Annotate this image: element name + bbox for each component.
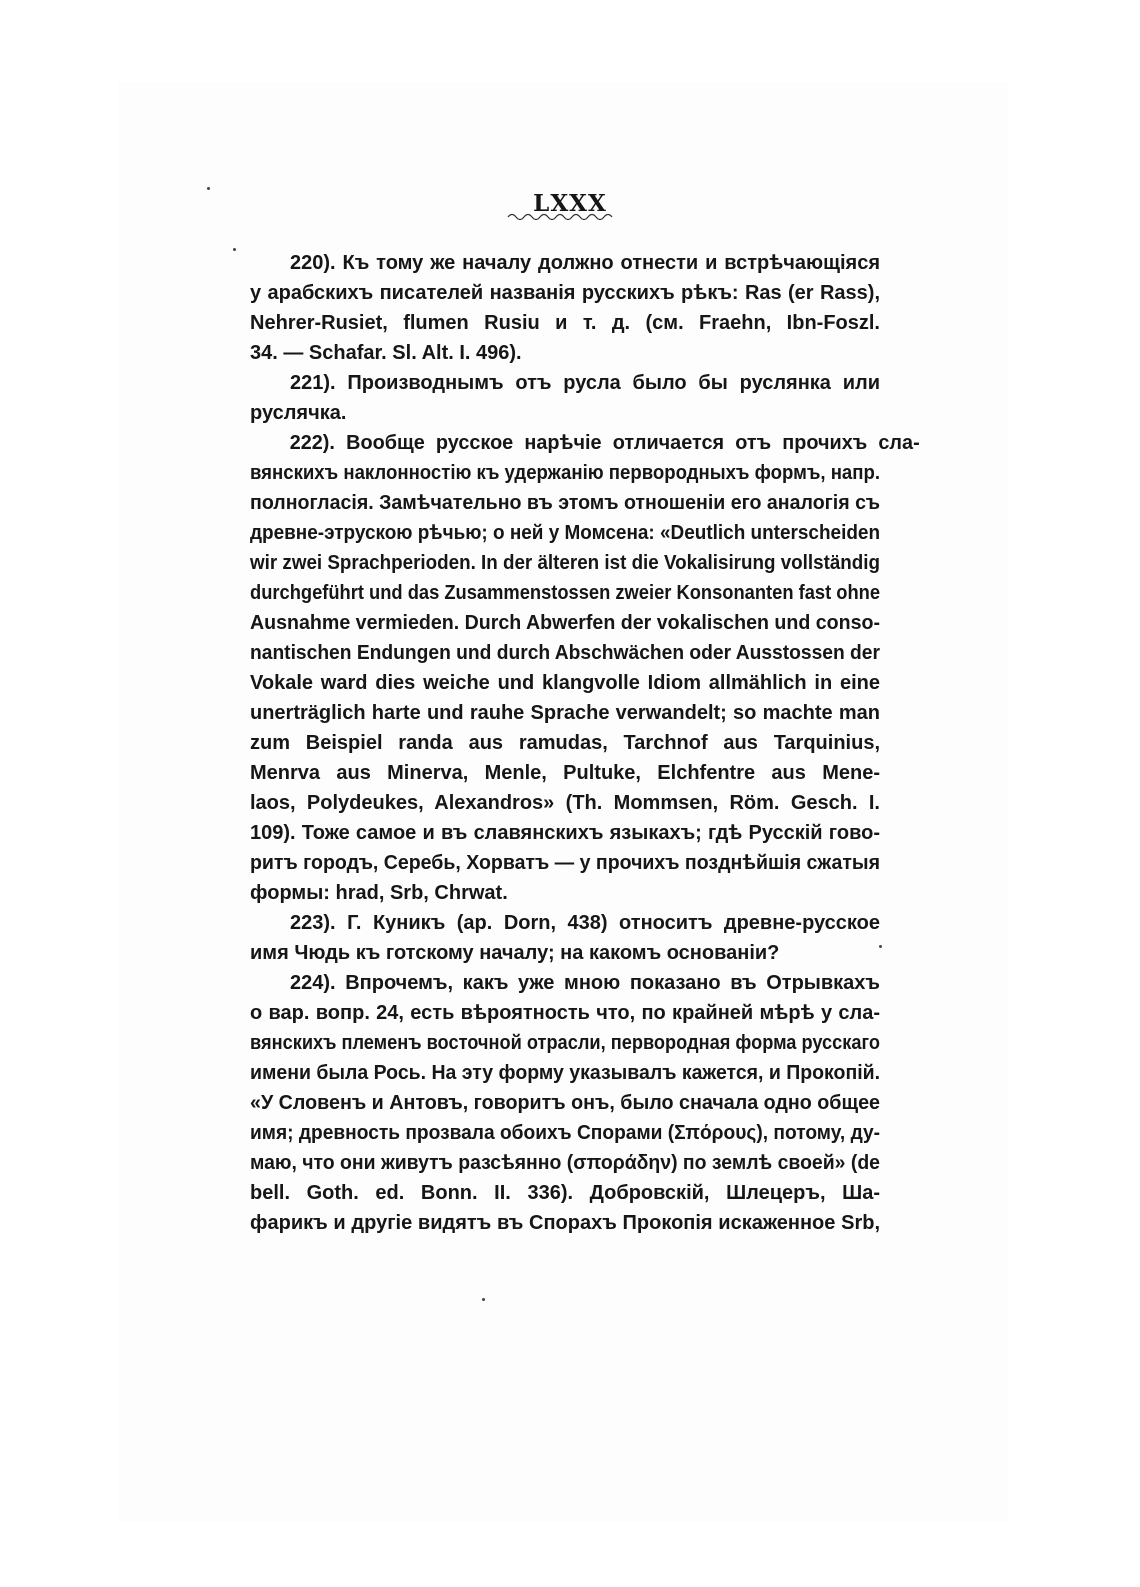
text-line: 222). Вообще русское нарѣчіе отличается отъ прочихъ сла-	[289, 432, 920, 454]
text-line: имя; древность прозвала обоихъ Спорами (Σπόρους), потому, ду-	[250, 1122, 881, 1144]
text-line: laos, Polydeukes, Alexandros» (Th. Mommsen, Röm. Gesch. I.	[250, 792, 880, 814]
text-line: zum Beispiel randa aus ramudas, Tarchnof aus Tarquinius,	[250, 732, 880, 754]
scan-speck	[879, 945, 882, 948]
header-ornament	[506, 211, 616, 223]
text-line: durchgeführt und das Zusammenstossen zweier Konsonanten fast ohne	[250, 582, 881, 604]
text-line: Vokale ward dies weiche und klangvolle Idiom allmählich in eine	[250, 672, 880, 694]
text-line: у арабскихъ писателей названія русскихъ рѣкъ: Ras (er Rass),	[250, 282, 880, 304]
text-line: 224). Впрочемъ, какъ уже мною показано въ Отрывкахъ	[290, 972, 880, 994]
text-line: вянскихъ племенъ восточной отрасли, первородная форма русскаго	[250, 1032, 881, 1054]
scan-speck	[207, 187, 210, 190]
text-line: unerträglich harte und rauhe Sprache verwandelt; so machte man	[250, 702, 880, 724]
page-number: LXXX	[533, 190, 607, 217]
text-line: 220). Къ тому же началу должно отнести и встрѣчающіяся	[290, 252, 880, 274]
scan-speck	[482, 1298, 485, 1301]
text-line: 223). Г. Куникъ (ap. Dorn, 438) относитъ древне-русское	[290, 912, 880, 934]
text-line: формы: hrad, Srb, Chrwat.	[250, 882, 508, 904]
text-line: полногласія. Замѣчательно въ этомъ отношеніи его аналогія съ	[250, 492, 881, 514]
footnotes-body	[250, 248, 920, 1238]
text-line: 221). Производнымъ отъ русла было бы руслянка или	[290, 372, 880, 394]
text-line: 109). Тоже самое и въ славянскихъ языкахъ; гдѣ Русскій гово-	[250, 822, 880, 844]
note-222	[250, 428, 920, 908]
scan-speck	[233, 248, 236, 251]
text-line: о вар. вопр. 24, есть вѣроятность что, по крайней мѣрѣ у сла-	[250, 1002, 880, 1024]
text-line: имени была Рось. На эту форму указывалъ кажется, и Прокопій.	[250, 1062, 881, 1084]
text-line: вянскихъ наклонностію къ удержанію первородныхъ формъ, напр.	[250, 462, 881, 484]
text-line: руслячка.	[250, 402, 347, 424]
text-line: bell. Goth. ed. Bonn. II. 336). Добровскій, Шлецеръ, Ша-	[250, 1182, 880, 1204]
text-line: ритъ городъ, Серебь, Хорватъ — у прочихъ позднѣйшія сжатыя	[250, 852, 880, 874]
text-line: имя Чюдь къ готскому началу; на какомъ основаніи?	[250, 942, 780, 964]
text-line: nantischen Endungen und durch Abschwächen oder Ausstossen der	[250, 642, 880, 664]
note-220	[250, 248, 880, 368]
note-221	[250, 368, 880, 428]
text-line: Ausnahme vermieden. Durch Abwerfen der vokalischen und conso-	[250, 612, 881, 634]
text-line: Menrva aus Minerva, Menle, Pultuke, Elchfentre aus Mene-	[250, 762, 880, 784]
text-line: 34. — Schafar. Sl. Alt. I. 496).	[250, 342, 522, 364]
text-line: Nehrer-Rusiet, flumen Rusiu и т. д. (см. Fraehn, Ibn-Foszl.	[250, 312, 880, 334]
text-line: древне-этрускою рѣчью; о ней у Момсена: «Deutlich unterscheiden	[250, 522, 881, 544]
note-224	[250, 968, 880, 1238]
text-line: wir zwei Sprachperioden. In der älteren ist die Vokalisirung vollständig	[250, 552, 881, 574]
text-line: фарикъ и другіе видятъ въ Спорахъ Прокопія искаженное Srb,	[250, 1212, 880, 1234]
text-line: маю, что они живутъ разсѣянно (σποράδην) по землѣ своей» (de	[250, 1152, 880, 1174]
text-line: «У Словенъ и Антовъ, говоритъ онъ, было сначала одно общее	[250, 1092, 880, 1114]
note-223	[250, 908, 880, 968]
